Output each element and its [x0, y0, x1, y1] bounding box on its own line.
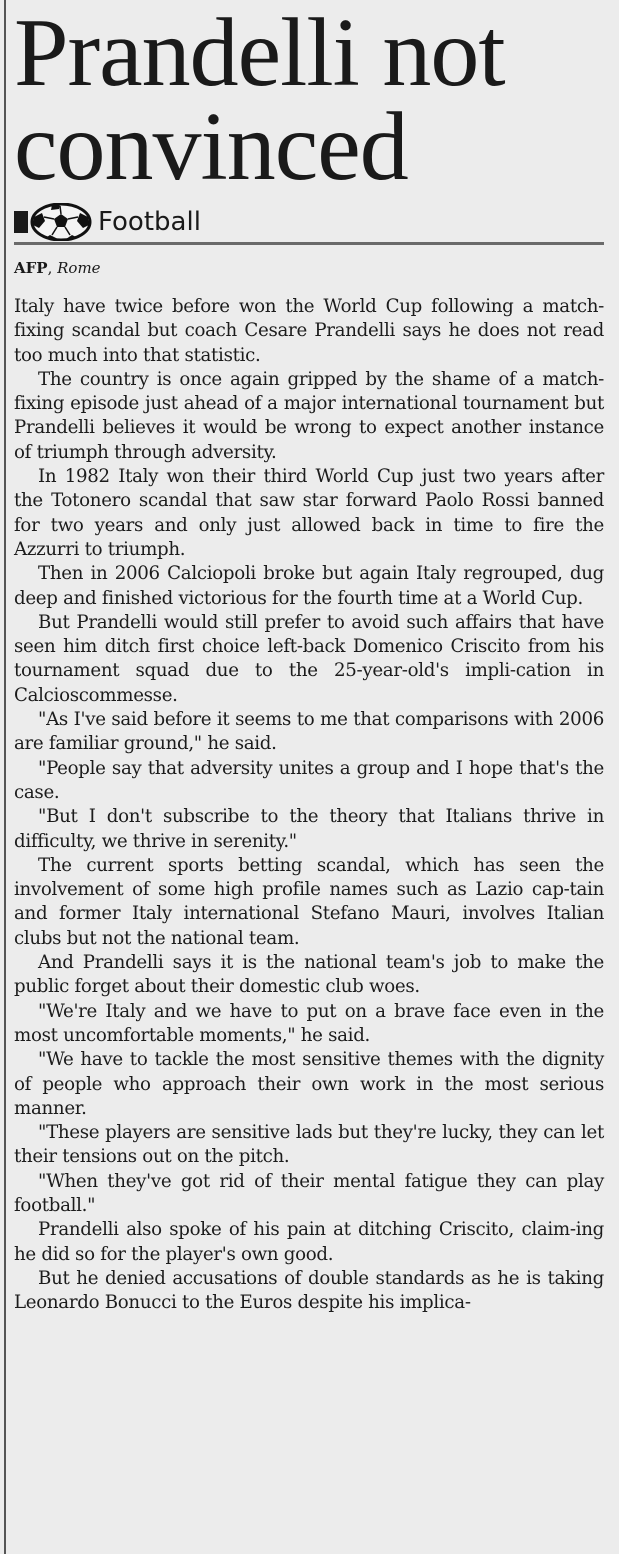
- paragraph: "These players are sensitive lads but they're lucky, they can let their tensions out on the pitch.: [14, 1122, 604, 1168]
- paragraph: But Prandelli would still prefer to avoid such affairs that have seen him ditch first choice left-back Domenico Criscito from his tournament squad due to the 25-year-old's impli-cation in Calcioscommesse.: [14, 611, 604, 706]
- section-bar: [14, 202, 604, 245]
- article-body: [14, 295, 604, 1315]
- paragraph: "We have to tackle the most sensitive themes with the dignity of people who approach their own work in the most serious manner.: [14, 1049, 604, 1119]
- paragraph: Then in 2006 Calciopoli broke but again Italy regrouped, dug deep and finished victorious for the fourth time at a World Cup.: [14, 563, 604, 609]
- section-marker: [14, 211, 28, 233]
- football-icon: [30, 203, 92, 241]
- paragraph: "People say that adversity unites a group and I hope that's the case.: [14, 757, 604, 803]
- section-label: Football: [98, 207, 201, 237]
- byline: AFP, Rome: [14, 259, 101, 277]
- paragraph: Prandelli also spoke of his pain at ditching Criscito, claim-ing he did so for the player's own good.: [14, 1219, 604, 1265]
- article: [14, 0, 604, 1315]
- paragraph: But he denied accusations of double standards as he is taking Leonardo Bonucci to the Euros despite his implica-: [14, 1267, 604, 1314]
- headline-line-2: convinced: [14, 93, 408, 201]
- byline-place: Rome: [57, 259, 101, 277]
- paragraph: "We're Italy and we have to put on a brave face even in the most uncomfortable moments," he said.: [14, 1000, 604, 1046]
- paragraph: And Prandelli says it is the national team's job to make the public forget about their domestic club woes.: [14, 952, 604, 998]
- paragraph: "But I don't subscribe to the theory that Italians thrive in difficulty, we thrive in serenity.": [14, 806, 604, 852]
- byline-agency: AFP: [14, 259, 48, 277]
- paragraph: Italy have twice before won the World Cup following a match-fixing scandal but coach Cesare Prandelli says he does not read too much into that statistic.: [14, 296, 604, 366]
- paragraph: In 1982 Italy won their third World Cup just two years after the Totonero scandal that saw star forward Paolo Rossi banned for two years and only just allowed back in time to fire the Azzurri to triumph.: [14, 466, 604, 560]
- column-rule: [4, 0, 6, 1554]
- paragraph: "As I've said before it seems to me that comparisons with 2006 are familiar ground," he said.: [14, 709, 604, 755]
- headline: [14, 0, 604, 201]
- paragraph: The current sports betting scandal, which has seen the involvement of some high profile names such as Lazio cap-tain and former Italy international Stefano Mauri, involves Italian clubs but not the national team.: [14, 854, 604, 949]
- paragraph: The country is once again gripped by the shame of a match-fixing episode just ahead of a major international tournament but Prandelli believes it would be wrong to expect another instance of triumph through adversity.: [14, 368, 604, 463]
- paragraph: "When they've got rid of their mental fatigue they can play football.": [14, 1170, 604, 1216]
- headline-line-1: Prandelli not: [14, 0, 505, 107]
